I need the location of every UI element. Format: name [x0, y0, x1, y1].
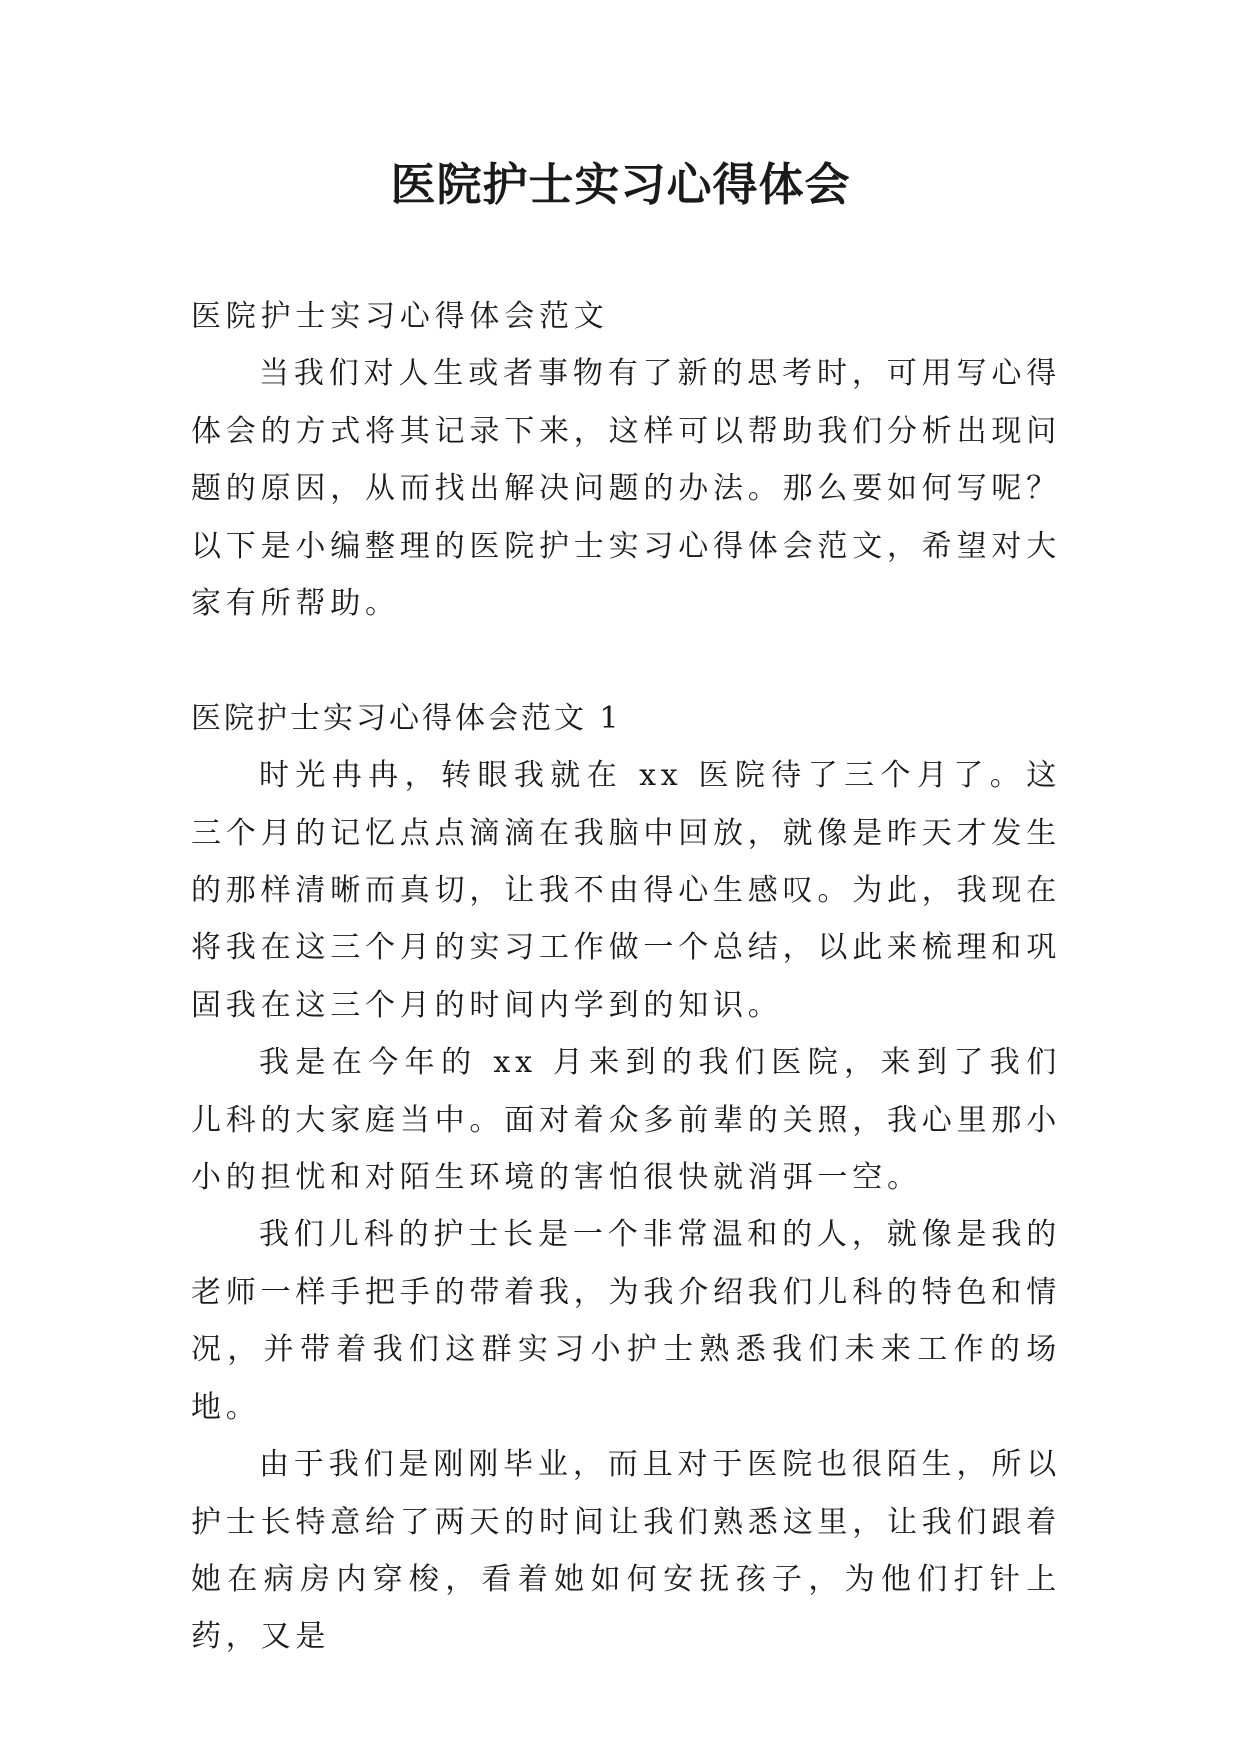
body-paragraph: 我是在今年的 xx 月来到的我们医院，来到了我们儿科的大家庭当中。面对着众多前辈的关照，我心里那小小的担忧和对陌生环境的害怕很快就消弭一空。	[191, 1045, 1061, 1196]
body-paragraph: 由于我们是刚刚毕业，而且对于医院也很陌生，所以护士长特意给了两天的时间让我们熟悉这里，让我们跟着她在病房内穿梭，看着她如何安抚孩子，为他们打针上药，又是	[191, 1447, 1061, 1655]
section-heading: 医院护士实习心得体会范文 1	[191, 700, 622, 736]
document-body	[191, 288, 1061, 1666]
subtitle: 医院护士实习心得体会范文	[191, 299, 609, 334]
document-title: 医院护士实习心得体会	[390, 158, 851, 211]
body-paragraph: 我们儿科的护士长是一个非常温和的人，就像是我的老师一样手把手的带着我，为我介绍我们儿科的特色和情况，并带着我们这群实习小护士熟悉我们未来工作的场地。	[191, 1217, 1061, 1425]
intro-paragraph: 当我们对人生或者事物有了新的思考时，可用写心得体会的方式将其记录下来，这样可以帮助我们分析出现问题的原因，从而找出解决问题的办法。那么要如何写呢？以下是小编整理的医院护士实习心得体会范文，希望对大家有所帮助。	[191, 356, 1061, 622]
body-paragraph: 时光冉冉，转眼我就在 xx 医院待了三个月了。这三个月的记忆点点滴滴在我脑中回放，就像是昨天才发生的那样清晰而真切，让我不由得心生感叹。为此，我现在将我在这三个月的实习工作做一个总结，以此来梳理和巩固我在这三个月的时间内学到的知识。	[191, 758, 1061, 1023]
paragraph-gap	[191, 632, 1061, 689]
